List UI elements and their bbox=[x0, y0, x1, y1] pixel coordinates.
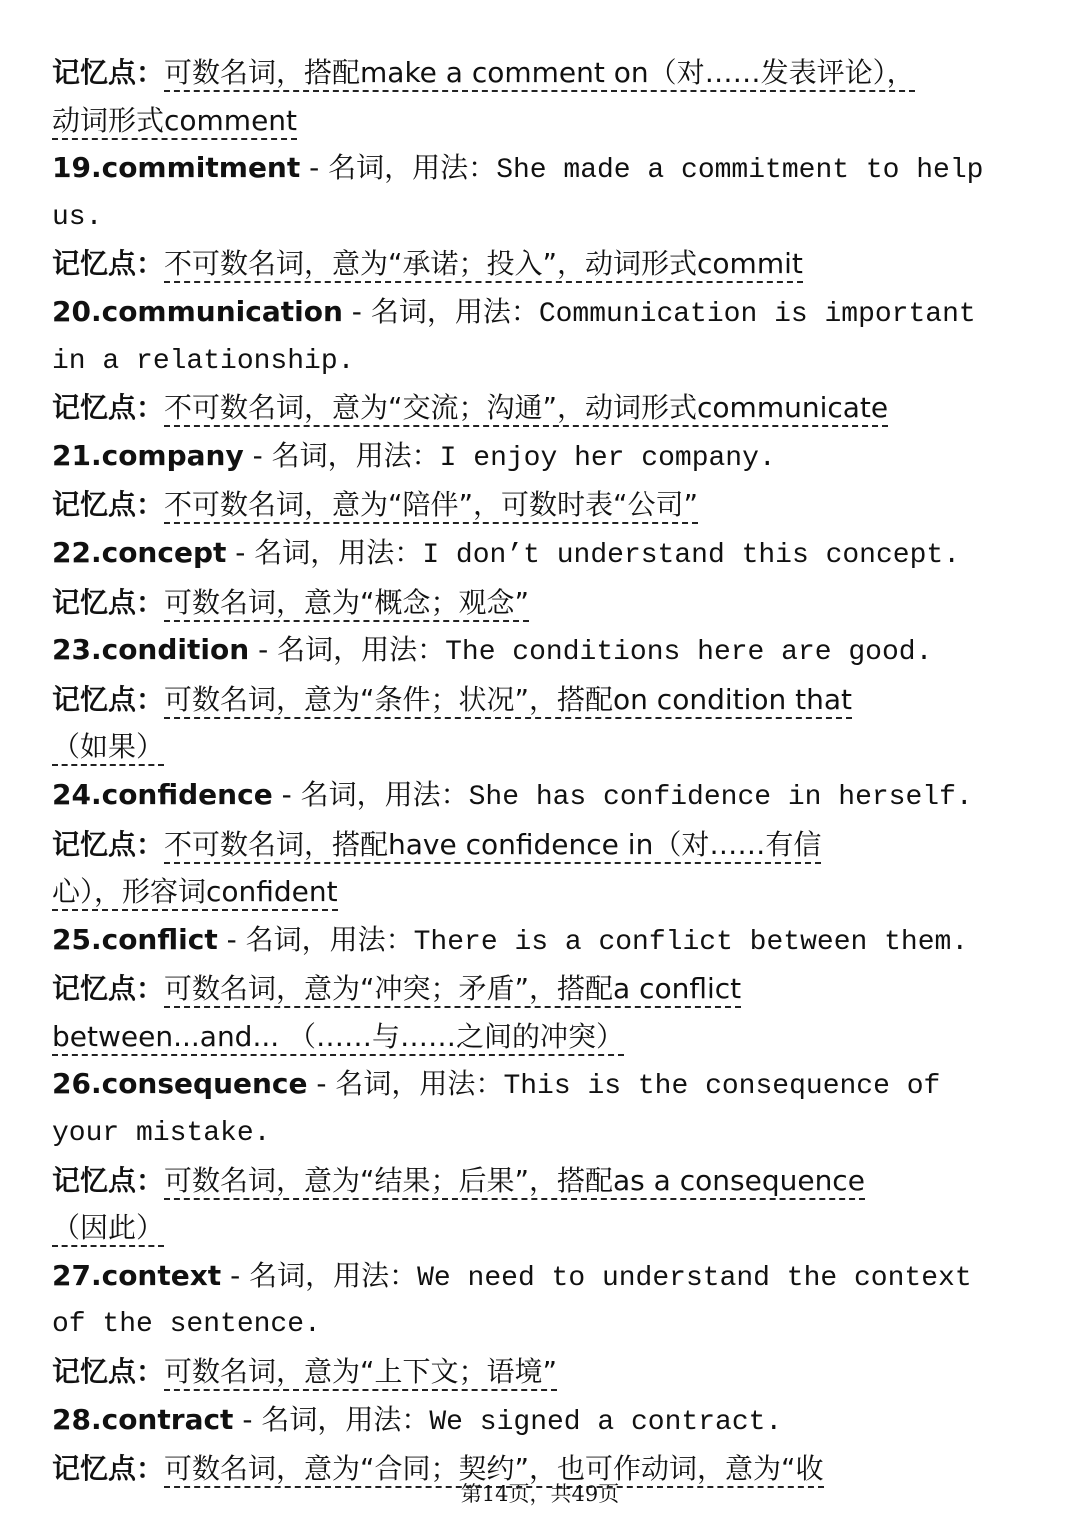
memo-text: 心），形容词confident bbox=[52, 875, 338, 911]
entry-dash: - bbox=[226, 535, 255, 569]
entry-pos: 名词，用法： bbox=[254, 535, 423, 569]
memo-line bbox=[52, 50, 1027, 98]
memo-line bbox=[52, 677, 1027, 725]
memo-text: between...and... （……与……之间的冲突） bbox=[52, 1020, 624, 1056]
memo-continuation-line bbox=[52, 1014, 1027, 1062]
memo-continuation-line bbox=[52, 98, 1027, 146]
memo-text: 不可数名词，意为“承诺；投入”，动词形式commit bbox=[164, 247, 803, 283]
page-number: 第14页，共49页 bbox=[460, 1482, 620, 1506]
entry-example: I don’t understand this concept. bbox=[422, 539, 960, 571]
vocab-entry-line bbox=[52, 1397, 1027, 1447]
memo-label: 记忆点： bbox=[52, 585, 165, 619]
vocab-entry-line bbox=[52, 530, 1027, 580]
entry-pos: 名词，用法： bbox=[271, 438, 440, 472]
vocab-entry-line bbox=[52, 289, 1027, 339]
entry-word: 22.concept bbox=[52, 535, 227, 569]
entry-word: 19.commitment bbox=[52, 151, 301, 185]
document-body bbox=[52, 50, 1027, 1494]
memo-continuation-line bbox=[52, 869, 1027, 917]
entry-word: 21.company bbox=[52, 438, 244, 472]
entry-example: The conditions here are good. bbox=[445, 637, 933, 669]
vocab-entry-line bbox=[52, 433, 1027, 483]
entry-dash: - bbox=[233, 1402, 262, 1436]
entry-example: This is the consequence of bbox=[503, 1071, 941, 1103]
entry-pos: 名词，用法： bbox=[335, 1067, 504, 1101]
memo-text: 可数名词，意为“结果；后果”，搭配as a consequence bbox=[164, 1164, 865, 1200]
memo-label: 记忆点： bbox=[52, 972, 165, 1006]
memo-text: （如果） bbox=[52, 730, 164, 766]
entry-pos: 名词，用法： bbox=[245, 922, 414, 956]
entry-example: I enjoy her company. bbox=[439, 442, 776, 474]
entry-word: 23.condition bbox=[52, 633, 250, 667]
entry-dash: - bbox=[217, 922, 246, 956]
entry-word: 20.communication bbox=[52, 294, 343, 328]
entry-dash: - bbox=[221, 1258, 250, 1292]
example-continuation-line: of the sentence. bbox=[52, 1309, 321, 1341]
memo-line bbox=[52, 385, 1027, 433]
entry-dash: - bbox=[300, 151, 329, 185]
entry-pos: 名词，用法： bbox=[261, 1402, 430, 1436]
memo-line bbox=[52, 1349, 1027, 1397]
memo-text: （因此） bbox=[52, 1211, 164, 1247]
entry-word: 26.consequence bbox=[52, 1067, 308, 1101]
memo-text: 不可数名词，搭配have confidence in（对……有信 bbox=[164, 828, 821, 864]
entry-word: 27.context bbox=[52, 1258, 222, 1292]
memo-label: 记忆点： bbox=[52, 1452, 165, 1486]
entry-example: She made a commitment to help bbox=[496, 155, 984, 187]
memo-label: 记忆点： bbox=[52, 1163, 165, 1197]
entry-pos: 名词，用法： bbox=[300, 777, 469, 811]
entry-example: There is a conflict between them. bbox=[413, 926, 969, 958]
entry-pos: 名词，用法： bbox=[249, 1258, 418, 1292]
memo-text: 可数名词，意为“概念；观念” bbox=[164, 586, 529, 622]
entry-example: She has confidence in herself. bbox=[468, 781, 973, 813]
memo-line bbox=[52, 482, 1027, 530]
entry-word: 25.conflict bbox=[52, 922, 218, 956]
memo-label: 记忆点： bbox=[52, 247, 165, 281]
entry-dash: - bbox=[272, 777, 301, 811]
memo-text: 不可数名词，意为“交流；沟通”，动词形式communicate bbox=[164, 391, 888, 427]
memo-text: 可数名词，搭配make a comment on（对……发表评论）， bbox=[164, 56, 915, 92]
example-continuation-line: us. bbox=[52, 201, 103, 233]
example-continuation-line: in a relationship. bbox=[52, 345, 355, 377]
vocab-entry-line bbox=[52, 1253, 1027, 1303]
memo-text: 不可数名词，意为“陪伴”，可数时表“公司” bbox=[164, 488, 698, 524]
entry-example: We signed a contract. bbox=[429, 1406, 783, 1438]
vocab-entry-line bbox=[52, 917, 1027, 967]
memo-text: 动词形式comment bbox=[52, 104, 297, 140]
vocab-entry-line bbox=[52, 627, 1027, 677]
entry-pos: 名词，用法： bbox=[277, 633, 446, 667]
entry-word: 28.contract bbox=[52, 1402, 234, 1436]
memo-line bbox=[52, 822, 1027, 870]
entry-example: Communication is important bbox=[538, 298, 976, 330]
memo-line bbox=[52, 966, 1027, 1014]
memo-line bbox=[52, 1158, 1027, 1206]
entry-dash: - bbox=[249, 633, 278, 667]
entry-pos: 名词，用法： bbox=[370, 294, 539, 328]
memo-label: 记忆点： bbox=[52, 488, 165, 522]
entry-pos: 名词，用法： bbox=[328, 151, 497, 185]
memo-continuation-line bbox=[52, 1205, 1027, 1253]
memo-label: 记忆点： bbox=[52, 391, 165, 425]
vocab-entry-line bbox=[52, 772, 1027, 822]
vocab-entry-line bbox=[52, 145, 1027, 195]
entry-dash: - bbox=[342, 294, 371, 328]
memo-label: 记忆点： bbox=[52, 1355, 165, 1389]
entry-dash: - bbox=[243, 438, 272, 472]
memo-label: 记忆点： bbox=[52, 56, 165, 89]
entry-example: We need to understand the context bbox=[417, 1262, 972, 1294]
memo-continuation-line bbox=[52, 724, 1027, 772]
memo-text: 可数名词，意为“合同；契约”，也可作动词，意为“收 bbox=[164, 1452, 824, 1488]
memo-text: 可数名词，意为“上下文；语境” bbox=[164, 1355, 557, 1391]
memo-label: 记忆点： bbox=[52, 682, 165, 716]
memo-line bbox=[52, 580, 1027, 628]
memo-text: 可数名词，意为“冲突；矛盾”，搭配a conflict bbox=[164, 972, 741, 1008]
memo-label: 记忆点： bbox=[52, 827, 165, 861]
memo-text: 可数名词，意为“条件；状况”，搭配on condition that bbox=[164, 683, 852, 719]
memo-line bbox=[52, 241, 1027, 289]
vocab-entry-line bbox=[52, 1061, 1027, 1111]
entry-dash: - bbox=[307, 1067, 336, 1101]
example-continuation-line: your mistake. bbox=[52, 1118, 271, 1150]
entry-word: 24.confidence bbox=[52, 777, 273, 811]
